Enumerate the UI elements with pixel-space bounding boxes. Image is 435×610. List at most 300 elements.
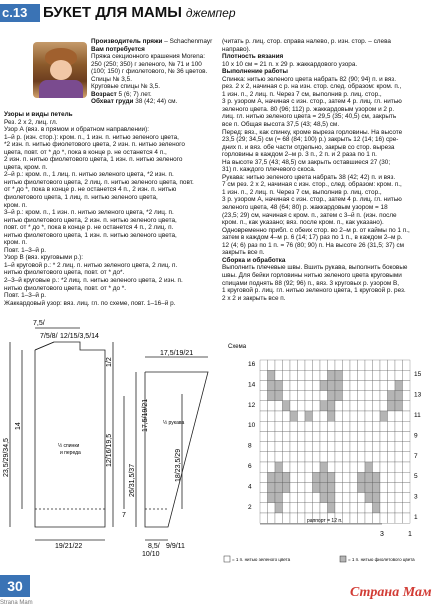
chart-cell <box>320 503 328 513</box>
chart-cell <box>305 503 313 513</box>
chart-cell <box>380 462 388 472</box>
chart-cell <box>388 503 396 513</box>
chart-cell <box>395 411 403 421</box>
chart-cell <box>350 462 358 472</box>
chart-cell <box>283 472 291 482</box>
chart-cell <box>358 370 366 380</box>
row-label-left: 6 <box>248 463 252 470</box>
row-label-right: 5 <box>414 473 418 481</box>
text-line: затем в каждом 4–м р. 6 (14; 17) раз по 1 п., в каждом 2–м р. <box>222 234 403 242</box>
intro-text: Круговые спицы № 3,5. <box>91 83 161 91</box>
chart-cell <box>403 401 411 411</box>
legend-purple-swatch <box>340 556 346 562</box>
chart-cell <box>275 452 283 462</box>
chart-cell <box>403 482 411 492</box>
intro-line <box>91 46 212 54</box>
chart-cell <box>380 493 388 503</box>
chart-cell <box>350 421 358 431</box>
intro-text: 5 (6; 7) лет. <box>116 90 152 98</box>
chart-cell <box>395 401 403 411</box>
text-line: На высоте 37,5 (43; 48,5) см закрыть оставшиеся 27 (30; <box>222 158 391 166</box>
legend-green: = 1 п. нитью зеленого цвета <box>232 557 291 562</box>
chart-cell <box>343 370 351 380</box>
chart-cell <box>260 431 268 441</box>
chart-cell <box>380 513 388 523</box>
text-line: 1–й р. (изн. стор.): кром. п., 1 изн. п. нитью зеленого цвета, <box>4 133 179 141</box>
chart-cell <box>395 452 403 462</box>
intro-text: (100; 150) г фиолетового, № 36 цветов. <box>91 68 208 76</box>
chart-cell <box>305 360 313 370</box>
dim-neck: 7,5/ <box>33 320 45 327</box>
chart-cell <box>275 421 283 431</box>
chart-cell <box>403 442 411 452</box>
chart-cell <box>305 380 313 390</box>
text-line: *2 изн. п. нитью фиолетового цвета, 2 изн. п. нитью зеленого <box>4 141 185 149</box>
chart-cell <box>403 360 411 370</box>
chart-cell <box>298 493 306 503</box>
chart-cell <box>350 452 358 462</box>
dim-sleeve-bottom2: 9/9/11 <box>166 543 185 550</box>
chart-cell <box>358 431 366 441</box>
text-line: Перед: вяз., как спинку, кроме выреза горловины. На высоте <box>222 128 403 136</box>
chart-cell <box>328 493 336 503</box>
chart-cell <box>290 513 298 523</box>
chart-cell <box>275 503 283 513</box>
chart-cell <box>380 472 388 482</box>
chart-cell <box>305 472 313 482</box>
chart-cell <box>403 462 411 472</box>
chart-cell <box>260 442 268 452</box>
chart-cell <box>403 493 411 503</box>
chart-cell <box>350 482 358 492</box>
text-line: Плотность вязания <box>222 53 284 61</box>
chart-cell <box>298 513 306 523</box>
chart-cell <box>343 442 351 452</box>
chart-cell <box>365 370 373 380</box>
intro-block <box>91 38 212 106</box>
text-line: 3 р. узором А, начиная с изн. стор., затем 4 р. лиц. гл. нитью <box>222 196 402 204</box>
label-sleeve: ½ рукава <box>163 420 185 426</box>
chart-cell <box>320 411 328 421</box>
chart-cell <box>388 462 396 472</box>
dim-sleeve-top-h: 17,5/19/21 <box>142 398 149 432</box>
chart-cell <box>290 442 298 452</box>
chart-cell <box>335 380 343 390</box>
chart-cell <box>343 462 351 472</box>
intro-label: Обхват груди <box>91 98 134 106</box>
child-photo <box>33 42 87 98</box>
chart-cell <box>320 452 328 462</box>
chart-cell <box>373 391 381 401</box>
legend-green-swatch <box>224 556 230 562</box>
chart-cell <box>388 493 396 503</box>
chart-cell <box>305 482 313 492</box>
text-line: горловины в каждом 2–м р. 3 п., 2 п. и 2 раза по 1 п. <box>222 151 377 159</box>
chart-cell <box>320 401 328 411</box>
chart-cell <box>275 482 283 492</box>
intro-line <box>91 68 212 76</box>
chart-cell <box>373 513 381 523</box>
chart-cell <box>343 503 351 513</box>
chart-cell <box>298 442 306 452</box>
chart-cell <box>343 482 351 492</box>
chart-title: Схема <box>228 344 247 350</box>
chart-cell <box>388 452 396 462</box>
chart-cell <box>275 493 283 503</box>
chart-cell <box>358 380 366 390</box>
chart-cell <box>365 472 373 482</box>
chart-cell <box>313 421 321 431</box>
chart-cell <box>305 401 313 411</box>
chart-cell <box>313 442 321 452</box>
chart-cell <box>373 421 381 431</box>
chart-cell <box>403 431 411 441</box>
chart-cell <box>380 482 388 492</box>
chart-cell <box>283 513 291 523</box>
chart-cell <box>328 370 336 380</box>
chart-cell <box>373 442 381 452</box>
chart-cell <box>350 472 358 482</box>
intro-text: Спицы № 3,5. <box>91 75 132 83</box>
chart-cell <box>320 380 328 390</box>
chart-cell <box>305 493 313 503</box>
chart-cell <box>328 482 336 492</box>
text-line: кром. п., как указано; вяз. после кром. п., как указано). <box>222 219 384 227</box>
text-line: 2 х 2 и закрыть все п. <box>222 294 286 302</box>
intro-text: 250 (250; 350) г зеленого, № 71 и 100 <box>91 60 202 68</box>
chart-cell <box>313 411 321 421</box>
chart-cell <box>395 472 403 482</box>
chart-cell <box>268 380 276 390</box>
chart-cell <box>260 421 268 431</box>
chart-cell <box>275 401 283 411</box>
chart-cell <box>388 472 396 482</box>
text-line: кром. п. <box>4 201 28 209</box>
chart-cell <box>373 452 381 462</box>
chart-cell <box>365 493 373 503</box>
chart-cell <box>395 370 403 380</box>
chart-cell <box>388 380 396 390</box>
chart-cell <box>268 462 276 472</box>
chart-cell <box>343 380 351 390</box>
text-line: нитью фиолетового цвета, 1 изн. п. нитью зеленого цвета, <box>4 231 177 239</box>
chart-cell <box>275 513 283 523</box>
text-line: 2–й р.: кром. п., 1 лиц. п. нитью зеленого цвета, *2 изн. п. <box>4 171 174 179</box>
chart-cell <box>403 421 411 431</box>
chart-cell <box>283 452 291 462</box>
chart-cell <box>283 493 291 503</box>
chart-cell <box>298 401 306 411</box>
page-title <box>43 4 236 22</box>
chart-cell <box>343 452 351 462</box>
chart-cell <box>268 431 276 441</box>
chart-cell <box>365 482 373 492</box>
chart-cell <box>305 370 313 380</box>
chart-cell <box>358 421 366 431</box>
chart-cell <box>290 360 298 370</box>
chart-cell <box>395 503 403 513</box>
row-label-right: 3 <box>414 493 418 501</box>
text-line: Рез. 2 х 2, лиц. гл. <box>4 118 58 126</box>
chart-cell <box>380 421 388 431</box>
text-line: зеленого цвета. 80 (96; 112) р. жаккардовым узором и 2 р. <box>222 105 395 113</box>
chart-cell <box>358 482 366 492</box>
chart-cell <box>350 370 358 380</box>
chart-cell <box>335 503 343 513</box>
text-line: рез. 2 х 2, начиная с р. на изн. стор. след. образом: кром. п., <box>222 83 402 91</box>
text-line: 23,5 (29; 34,5) см (= 68 (84; 100) р.) закрыть 12 (14; 16) сре- <box>222 136 399 144</box>
chart-cell <box>260 472 268 482</box>
chart-cell <box>343 472 351 482</box>
chart-cell <box>283 370 291 380</box>
chart-cell <box>343 513 351 523</box>
text-line: Повт. 1–3–й р. <box>4 246 47 254</box>
chart-cell <box>313 482 321 492</box>
chart-cell <box>313 493 321 503</box>
chart-cell <box>365 431 373 441</box>
chart-cell <box>320 482 328 492</box>
chart-cell <box>260 482 268 492</box>
chart-cell <box>358 391 366 401</box>
text-line: цвета, кром. п. <box>4 163 48 171</box>
chart-cell <box>260 462 268 472</box>
chart-cell <box>290 391 298 401</box>
chart-cell <box>290 370 298 380</box>
chart-cell <box>358 452 366 462</box>
chart-cell <box>365 391 373 401</box>
chart-cell <box>260 493 268 503</box>
text-line: нитью фиолетового цвета, 2 лиц. п. нитью зеленого цвета, повт. <box>4 178 194 186</box>
text-line: направо). <box>222 45 251 53</box>
chart-cell <box>305 391 313 401</box>
chart-cell <box>350 360 358 370</box>
chart-cell <box>373 370 381 380</box>
chart-cell <box>283 503 291 513</box>
text-line: 1 изн. п., 2 лиц. п. Через 7 см, выполнив р. лиц. стор., <box>222 90 382 98</box>
chart-cell <box>380 401 388 411</box>
chart-cell <box>268 493 276 503</box>
text-line: лиц. гл. нитью зеленого цвета = 29,5 (35; 40,5) см, закрыть <box>222 113 397 121</box>
row-label-left: 10 <box>248 422 256 430</box>
chart-cell <box>328 452 336 462</box>
chart-cell <box>358 493 366 503</box>
chart-cell <box>260 401 268 411</box>
chart-cell <box>388 391 396 401</box>
dim-sleeve-jacq: 18/23,5/29 <box>175 448 182 482</box>
chart-cell <box>313 401 321 411</box>
chart-cell <box>260 370 268 380</box>
text-line: от * до *, пока в конце р. не останется 4 п., 2 изн. п. нитью <box>4 186 177 194</box>
chart-cell <box>283 360 291 370</box>
chart-cell <box>373 503 381 513</box>
left-text-column <box>4 111 194 307</box>
chart-cell <box>283 482 291 492</box>
chart-cell <box>388 513 396 523</box>
chart-cell <box>335 421 343 431</box>
chart-cell <box>403 411 411 421</box>
dim-sleeve-top: 17,5/19/21 <box>160 350 194 357</box>
intro-label: Возраст <box>91 90 117 98</box>
text-line: Сборка и обработка <box>222 256 286 264</box>
text-line: нитью фиолетового цвета, повт. от * до *. <box>4 284 127 292</box>
chart-cell <box>298 482 306 492</box>
chart-cell <box>290 452 298 462</box>
row-label-right: 13 <box>414 391 422 399</box>
chart-cell <box>365 421 373 431</box>
intro-line <box>91 98 212 106</box>
intro-line <box>91 38 212 46</box>
chart-cell <box>335 452 343 462</box>
row-label-right: 11 <box>414 412 421 419</box>
jacquard-chart <box>222 340 432 572</box>
chart-cell <box>395 360 403 370</box>
chart-cell <box>313 472 321 482</box>
chart-cell <box>275 462 283 472</box>
chart-cell <box>403 513 411 523</box>
chart-cell <box>268 370 276 380</box>
chart-cell <box>328 421 336 431</box>
chart-cell <box>365 503 373 513</box>
chart-cell <box>283 391 291 401</box>
chart-cell <box>350 401 358 411</box>
chart-cell <box>373 431 381 441</box>
chart-cell <box>403 503 411 513</box>
text-line: 1–й круговой р.: * 2 лиц. п. нитью зеленого цвета, 2 лиц. п. <box>4 261 178 269</box>
chart-cell <box>350 493 358 503</box>
chart-cell <box>290 493 298 503</box>
dim-rib: 7 <box>122 512 126 519</box>
photo-sweater <box>39 80 83 98</box>
chart-cell <box>335 493 343 503</box>
chart-cell <box>358 462 366 472</box>
chart-cell <box>365 380 373 390</box>
chart-cell <box>388 370 396 380</box>
chart-cell <box>388 401 396 411</box>
text-line: 2 изн. п. нитью фиолетового цвета, 1 изн. п. нитью зеленого <box>4 156 183 164</box>
chart-cell <box>313 370 321 380</box>
chart-cell <box>335 370 343 380</box>
chart-cell <box>380 391 388 401</box>
chart-cell <box>380 380 388 390</box>
text-line: цвета, повт. от * до *, пока в конце р. не останется 4 п., <box>4 148 167 156</box>
chart-cell <box>275 431 283 441</box>
title-subtitle: джемпер <box>185 6 236 20</box>
intro-text: – Schachenmayr <box>162 38 213 45</box>
chart-cell <box>395 513 403 523</box>
chart-cell <box>298 452 306 462</box>
chart-cell <box>395 421 403 431</box>
chart-cell <box>395 482 403 492</box>
chart-cell <box>260 391 268 401</box>
chart-cell <box>328 431 336 441</box>
chart-cell <box>365 360 373 370</box>
chart-cell <box>358 442 366 452</box>
dim-shoulder-w: 12/15/3,5/14 <box>60 333 99 340</box>
chart-cell <box>335 401 343 411</box>
text-line: швы. Для бейки горловины нитью зеленого цвета круговыми <box>222 271 402 279</box>
chart-cell <box>260 411 268 421</box>
text-line: Рукава: нитью зеленого цвета набрать 38 (42; 42) п. и вяз. <box>222 173 396 181</box>
dim-body-h: 23,5/29/34,5 <box>3 438 10 477</box>
chart-cell <box>320 493 328 503</box>
chart-cell <box>268 472 276 482</box>
chart-cell <box>335 431 343 441</box>
chart-cell <box>380 411 388 421</box>
chart-cell <box>298 360 306 370</box>
text-line: все п. Общая высота 37,5 (43; 48,5) см. <box>222 121 340 129</box>
chart-cell <box>365 442 373 452</box>
text-line: 7 см рез. 2 х 2, начиная с изн. стор., след. образом: кром. п., <box>222 181 402 189</box>
chart-cell <box>283 401 291 411</box>
label-back: ½ спинки <box>58 443 80 449</box>
chart-cell <box>305 411 313 421</box>
chart-cell <box>328 401 336 411</box>
row-label-left: 14 <box>248 381 256 389</box>
chart-cell <box>395 380 403 390</box>
chart-cell <box>380 503 388 513</box>
dim-back-neck: 1/2 <box>106 357 113 367</box>
chart-cell <box>283 442 291 452</box>
chart-cell <box>328 380 336 390</box>
chart-cell <box>275 442 283 452</box>
chart-cell <box>335 472 343 482</box>
label-front: и переда <box>60 450 81 456</box>
chart-cell <box>395 493 403 503</box>
text-line: Жаккардовый узор: вяз. лиц. гл. по схеме, повт. 1–16–й р. <box>4 299 176 307</box>
chart-cell <box>313 360 321 370</box>
chart-cell <box>350 513 358 523</box>
intro-label: Вам потребуется <box>91 45 145 53</box>
text-line: закрыть все п. <box>222 249 265 257</box>
title-text: БУКЕТ ДЛЯ МАМЫ <box>43 4 182 21</box>
chart-cell <box>298 391 306 401</box>
chart-cell <box>268 503 276 513</box>
chart-cell <box>343 431 351 441</box>
chart-cell <box>290 503 298 513</box>
chart-cell <box>328 472 336 482</box>
chart-cell <box>298 431 306 441</box>
chart-cell <box>268 401 276 411</box>
chart-cell <box>290 380 298 390</box>
text-line: 12 (4; 6) раз по 1 п. = 76 (80; 90) п. На высоте 26 (31,5; 37) см <box>222 241 405 249</box>
chart-cell <box>373 493 381 503</box>
intro-line <box>91 53 212 61</box>
chart-cell <box>305 452 313 462</box>
chart-cell <box>275 472 283 482</box>
chart-cell <box>290 462 298 472</box>
chart-cell <box>373 482 381 492</box>
chart-bottom-right: 3 <box>380 531 384 538</box>
chart-cell <box>313 503 321 513</box>
schematic <box>0 312 215 570</box>
text-line: Одновременно прибл. с обеих стор. во 2–м р. от каймы по 1 п., <box>222 226 410 234</box>
chart-cell <box>268 452 276 462</box>
chart-cell <box>313 462 321 472</box>
chart-cell <box>283 421 291 431</box>
chart-cell <box>290 431 298 441</box>
chart-cell <box>260 360 268 370</box>
chart-cell <box>320 421 328 431</box>
chart-cell <box>290 472 298 482</box>
chart-cell <box>290 411 298 421</box>
text-line: 10 х 10 см = 21 п. х 29 р. жаккардового узора. <box>222 60 358 68</box>
text-line: (23,5; 29) см, начиная с кром. п., затем с 3–й п. (изн. после <box>222 211 397 219</box>
chart-cell <box>260 452 268 462</box>
chart-cell <box>380 360 388 370</box>
text-line: 1 круговой р. лиц. гл. нитью зеленого цвета, 1 круговой р. рез. <box>222 287 406 295</box>
chart-cell <box>313 380 321 390</box>
text-line: фиолетового цвета, 1 лиц. п. нитью зеленого цвета, <box>4 194 158 202</box>
